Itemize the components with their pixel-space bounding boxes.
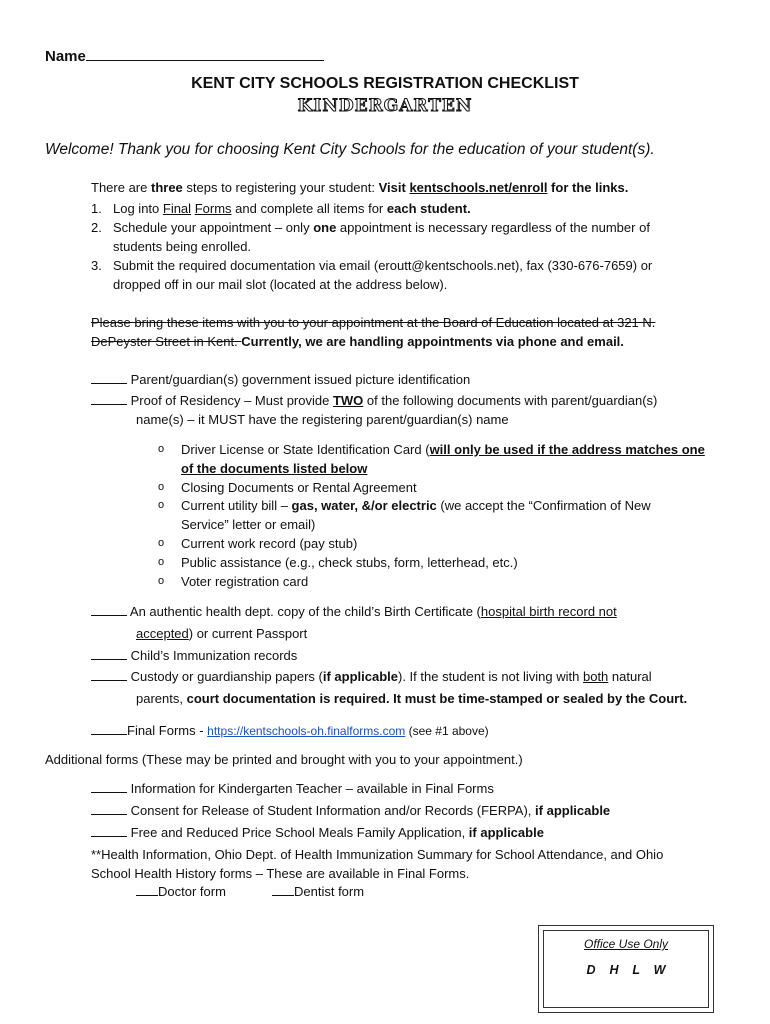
health-info-cont: School Health History forms – These are available in Final Forms. xyxy=(91,866,470,881)
health-info: **Health Information, Ohio Dept. of Health Immunization Summary for School Attendance, and Ohio xyxy=(91,847,664,862)
final-forms-link[interactable]: https://kentschools-oh.finalforms.com xyxy=(207,724,406,738)
additional-heading: Additional forms (These may be printed and brought with you to your appointment.) xyxy=(45,752,523,767)
step-2-text: Schedule your appointment – only one appointment is necessary regardless of the number of xyxy=(113,220,650,235)
list-item: Voter registration card xyxy=(181,574,309,589)
step-1: 1. xyxy=(91,201,102,216)
checkbox-blank[interactable] xyxy=(91,781,127,793)
step-3: 3. xyxy=(91,258,102,273)
residency-cont: name(s) – it MUST have the registering parent/guardian(s) name xyxy=(136,412,509,427)
check-custody[interactable]: Custody or guardianship papers (if applicable). If the student is not living with both natural xyxy=(91,669,652,684)
step-2: 2. xyxy=(91,220,102,235)
custody-cont: parents, court documentation is required. It must be time-stamped or sealed by the Court. xyxy=(136,691,688,706)
checkbox-blank[interactable] xyxy=(91,604,127,616)
checkbox-blank[interactable] xyxy=(91,825,127,837)
checkbox-blank[interactable] xyxy=(91,393,127,405)
name-field[interactable] xyxy=(45,48,324,65)
check-meals[interactable]: Free and Reduced Price School Meals Family Application, if applicable xyxy=(91,825,544,840)
bullet-icon: o xyxy=(158,499,165,511)
office-use-title: Office Use Only xyxy=(583,937,669,951)
checkbox-blank[interactable] xyxy=(91,803,127,815)
step-3-text-cont: dropped off in our mail slot (located at the address below). xyxy=(113,277,448,292)
check-teacher-info[interactable]: Information for Kindergarten Teacher – available in Final Forms xyxy=(91,781,494,796)
list-item-cont: of the documents listed below xyxy=(181,461,368,476)
checkbox-blank[interactable] xyxy=(91,723,127,735)
check-immunization[interactable]: Child’s Immunization records xyxy=(91,648,297,663)
step-3-text: Submit the required documentation via email (eroutt@kentschools.net), fax (330-676-7659) or xyxy=(113,258,653,273)
notice-struck: Please bring these items with you to your appointment at the Board of Education located at 321 N. xyxy=(91,315,656,330)
bullet-icon: o xyxy=(158,575,165,587)
name-label: Name xyxy=(45,48,86,65)
checkbox-blank[interactable] xyxy=(91,669,127,681)
checkbox-blank[interactable] xyxy=(272,884,294,896)
checkbox-blank[interactable] xyxy=(91,372,127,384)
office-use-box xyxy=(538,925,714,1013)
step-2-text-cont: students being enrolled. xyxy=(113,239,252,254)
page-subtitle: KINDERGARTEN xyxy=(297,96,473,116)
step-1-text: Log into Final Forms and complete all items for each student. xyxy=(113,201,471,216)
list-item: Current work record (pay stub) xyxy=(181,536,358,551)
check-birth-certificate[interactable]: An authentic health dept. copy of the child’s Birth Certificate (hospital birth record not xyxy=(91,604,617,619)
check-residency[interactable]: Proof of Residency – Must provide TWO of the following documents with parent/guardian(s) xyxy=(91,393,657,408)
name-blank[interactable] xyxy=(86,49,324,61)
list-item: Current utility bill – gas, water, &/or electric (we accept the “Confirmation of New xyxy=(181,498,651,513)
checkbox-blank[interactable] xyxy=(136,884,158,896)
notice-current: DePeyster Street in Kent. Currently, we are handling appointments via phone and email. xyxy=(91,334,624,349)
check-parent-id[interactable]: Parent/guardian(s) government issued picture identification xyxy=(91,372,470,387)
office-use-inner xyxy=(543,930,709,1008)
steps-intro: There are three steps to registering your student: Visit kentschools.net/enroll for the links. xyxy=(91,180,629,195)
checkbox-blank[interactable] xyxy=(91,648,127,660)
check-dentist-form[interactable]: Dentist form xyxy=(272,884,364,899)
list-item: Public assistance (e.g., check stubs, form, letterhead, etc.) xyxy=(181,555,518,570)
bullet-icon: o xyxy=(158,537,165,549)
bullet-icon: o xyxy=(158,556,165,568)
birth-cont: accepted) or current Passport xyxy=(136,626,308,641)
list-item: Driver License or State Identification Card (will only be used if the address matches one xyxy=(181,442,705,457)
bullet-icon: o xyxy=(158,481,165,493)
check-ferpa[interactable]: Consent for Release of Student Information and/or Records (FERPA), if applicable xyxy=(91,803,610,818)
list-item-cont: Service” letter or email) xyxy=(181,517,316,532)
enroll-link[interactable]: kentschools.net/enroll xyxy=(409,180,548,195)
check-final-forms[interactable]: Final Forms - https://kentschools-oh.finalforms.com (see #1 above) xyxy=(91,723,489,738)
check-doctor-form[interactable]: Doctor form xyxy=(136,884,226,899)
office-use-codes: D H L W xyxy=(586,963,666,977)
bullet-icon: o xyxy=(158,443,165,455)
page-title: KENT CITY SCHOOLS REGISTRATION CHECKLIST xyxy=(191,75,579,92)
welcome-text: Welcome! Thank you for choosing Kent City Schools for the education of your student(s). xyxy=(45,141,655,158)
list-item: Closing Documents or Rental Agreement xyxy=(181,480,417,495)
